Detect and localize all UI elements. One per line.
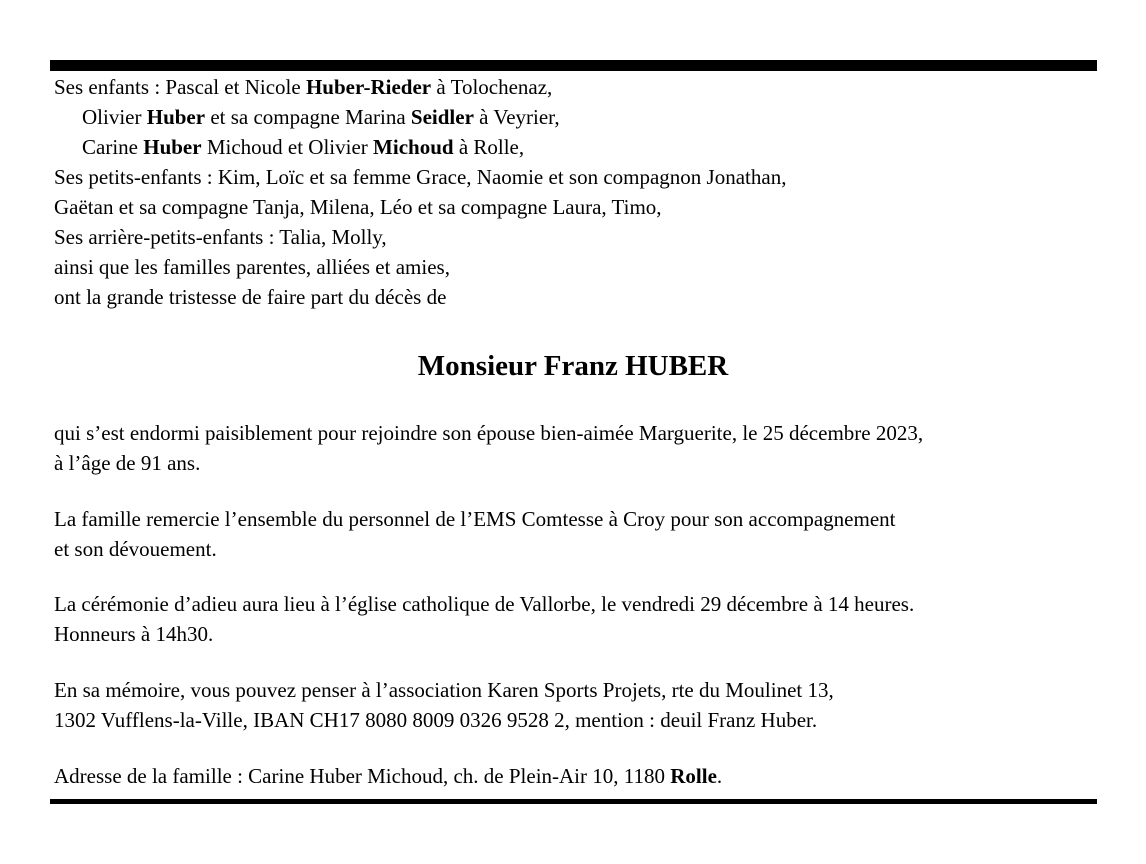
text-line: 1302 Vufflens-la-Ville, IBAN CH17 8080 8009 0326 9528 2, mention : deuil Franz Huber. — [54, 708, 818, 732]
text-line: La famille remercie l’ensemble du personnel de l’EMS Comtesse à Croy pour son accompagnement — [54, 507, 896, 531]
text-line: En sa mémoire, vous pouvez penser à l’association Karen Sports Projets, rte du Moulinet 13, — [54, 678, 834, 702]
text-line: Ses enfants : Pascal et Nicole Huber-Rieder à Tolochenaz, — [54, 75, 553, 99]
paragraph-ceremony — [54, 589, 1106, 649]
paragraph-donations — [54, 675, 1106, 735]
text-line: et son dévouement. — [54, 537, 217, 561]
deceased-name-title: Monsieur Franz HUBER — [417, 350, 729, 382]
text-line: Ses arrière-petits-enfants : Talia, Molly, — [54, 225, 387, 249]
text-line: Olivier Huber et sa compagne Marina Seidler à Veyrier, — [82, 105, 560, 129]
family-lines-block — [54, 72, 1106, 312]
paragraph-thanks — [54, 504, 1106, 564]
text-line: ainsi que les familles parentes, alliées et amies, — [54, 255, 450, 279]
paragraph-death-notice — [54, 418, 1106, 478]
text-line: Gaëtan et sa compagne Tanja, Milena, Léo et sa compagne Laura, Timo, — [54, 195, 662, 219]
text-line: La cérémonie d’adieu aura lieu à l’église catholique de Vallorbe, le vendredi 29 décembre à 14 heures. — [54, 592, 915, 616]
top-rule — [50, 60, 1097, 71]
text-line: ont la grande tristesse de faire part du décès de — [54, 285, 447, 309]
text-line: Carine Huber Michoud et Olivier Michoud à Rolle, — [82, 135, 525, 159]
text-line: à l’âge de 91 ans. — [54, 451, 201, 475]
text-line: Honneurs à 14h30. — [54, 622, 214, 646]
bottom-rule — [50, 799, 1097, 804]
text-line: Adresse de la famille : Carine Huber Michoud, ch. de Plein-Air 10, 1180 Rolle. — [54, 764, 723, 788]
paragraph-family-address — [54, 761, 1106, 791]
text-line: Ses petits-enfants : Kim, Loïc et sa femme Grace, Naomie et son compagnon Jonathan, — [54, 165, 787, 189]
text-line: qui s’est endormi paisiblement pour rejoindre son épouse bien-aimée Marguerite, le 25 décembre 2023, — [54, 421, 924, 445]
